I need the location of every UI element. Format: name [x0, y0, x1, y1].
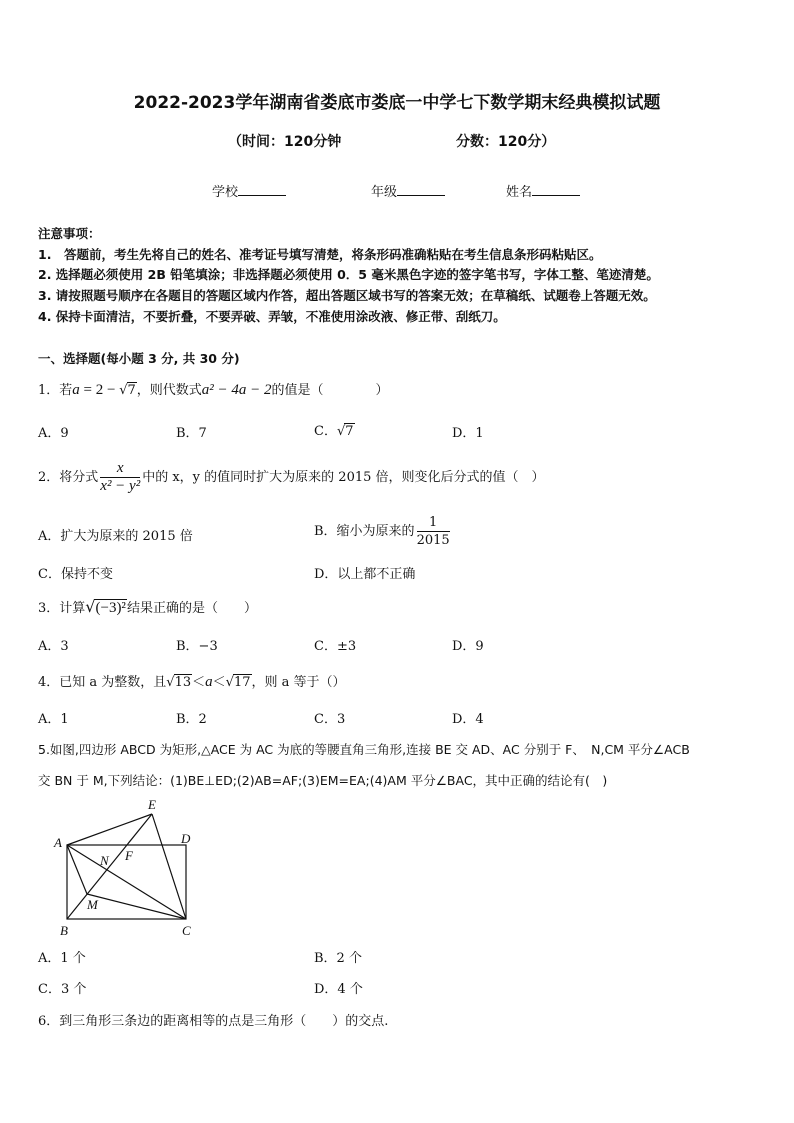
q1-option-c[interactable] [314, 420, 355, 439]
question-3 [38, 597, 257, 617]
q1-eq: = 2 − [79, 382, 120, 398]
sqrt-icon: √ [336, 424, 346, 439]
q1-option-c-radicand: 7 [345, 424, 354, 439]
q2-option-c[interactable]: C．保持不变 [38, 567, 113, 582]
name-field[interactable] [506, 181, 580, 200]
q4-option-d[interactable]: D．4 [452, 712, 484, 727]
label-c: C [182, 923, 191, 938]
q4-suffix: ，则 a 等于（） [251, 675, 346, 690]
q3-option-c[interactable]: C．±3 [314, 639, 357, 654]
q5-option-d[interactable]: D．4 个 [314, 982, 363, 997]
note-item-2: 2. 选择题必须使用 2B 铅笔填涂；非选择题必须使用 0．5 毫米黑色字迹的签字笔书写，字体工整、笔迹清楚。 [38, 267, 659, 282]
q2-suffix: 中的 x，y 的值同时扩大为原来的 2015 倍，则变化后分式的值（ ） [142, 470, 545, 485]
q3-suffix: 结果正确的是（ ） [126, 601, 257, 616]
q2-option-b-numerator: 1 [417, 514, 450, 532]
q4-var-a: a [205, 674, 213, 690]
q4-option-c[interactable]: C．3 [314, 712, 346, 727]
note-item-1: 1. 答题前，考生先将自己的姓名、准考证号填写清楚，将条形码准确粘贴在考生信息条形码粘贴区。 [38, 247, 602, 262]
label-b: B [60, 923, 68, 938]
q5-option-c[interactable]: C．3 个 [38, 982, 87, 997]
note-item-3: 3. 请按照题号顺序在各题目的答题区域内作答，超出答题区域书写的答案无效；在草稿纸、试题卷上答题无效。 [38, 288, 656, 303]
q2-fraction [100, 460, 140, 495]
q4-prefix: 4．已知 a 为整数，且 [38, 675, 167, 690]
q4-option-a[interactable]: A．1 [38, 712, 69, 727]
q3-option-a[interactable]: A．3 [38, 639, 69, 654]
q1-mid: ，则代数式 [136, 383, 202, 398]
segment-ec [152, 814, 186, 919]
q1-expr: a² − 4a − 2 [201, 382, 272, 398]
q1-var-a: a [72, 382, 80, 398]
q3-radicand: (−3)² [95, 600, 126, 616]
q4-lt-2: ＜ [212, 675, 226, 690]
q4-lt-1: ＜ [192, 675, 206, 690]
q3-prefix: 3．计算 [38, 601, 86, 616]
grade-field[interactable] [371, 181, 445, 200]
school-label: 学校 [212, 185, 239, 200]
q4-radicand-1: 13 [174, 675, 192, 690]
q2-option-b[interactable] [314, 514, 452, 549]
geometry-figure [50, 795, 210, 940]
question-6: 6．到三角形三条边的距离相等的点是三角形（ ）的交点. [38, 1014, 389, 1029]
q1-option-b[interactable]: B．7 [176, 426, 207, 441]
label-f: F [125, 848, 133, 863]
q1-option-d[interactable]: D．1 [452, 426, 484, 441]
label-n: N [100, 853, 109, 868]
q4-radicand-2: 17 [233, 675, 251, 690]
page-title: 2022-2023学年湖南省娄底市娄底一中学七下数学期末经典模拟试题 [133, 93, 661, 113]
label-a: A [54, 835, 62, 850]
q3-option-d[interactable]: D．9 [452, 639, 484, 654]
sqrt-icon: √ [225, 675, 234, 690]
question-4 [38, 671, 346, 691]
q1-option-c-label: C． [314, 424, 337, 439]
q2-prefix: 2．将分式 [38, 470, 99, 485]
school-blank[interactable] [238, 183, 286, 196]
sqrt-icon: √ [166, 675, 175, 690]
q1-prefix: 1．若 [38, 383, 73, 398]
q2-option-b-fraction [417, 514, 450, 549]
section-heading: 一、选择题(每小题 3 分, 共 30 分) [38, 351, 240, 366]
q2-option-b-label: B．缩小为原来的 [314, 524, 415, 539]
question-5-line-1: 5.如图,四边形 ABCD 为矩形,△ACE 为 AC 为底的等腰直角三角形,连接 BE 交 AD、AC 分别于 F、 N,CM 平分∠ACB [38, 742, 690, 757]
q2-denominator: x² − y² [100, 478, 141, 494]
q1-suffix: 的值是（ ） [271, 383, 389, 398]
q4-option-b[interactable]: B．2 [176, 712, 207, 727]
q3-option-b[interactable]: B．−3 [176, 639, 218, 654]
label-e: E [148, 797, 156, 812]
segment-am [67, 845, 87, 894]
question-5-line-2: 交 BN 于 M,下列结论：(1)BE⊥ED;(2)AB=AF;(3)EM=EA;(4)AM 平分∠BAC，其中正确的结论有( ) [38, 773, 608, 788]
sqrt-icon: √ [85, 597, 96, 616]
q5-option-a[interactable]: A．1 个 [38, 951, 86, 966]
question-1 [38, 379, 389, 399]
q2-option-a[interactable]: A．扩大为原来的 2015 倍 [38, 529, 193, 544]
q2-numerator: x [100, 460, 140, 478]
name-label: 姓名 [506, 185, 533, 200]
grade-blank[interactable] [397, 183, 445, 196]
score-label: 分数：120分） [456, 134, 556, 150]
sqrt-icon: √ [119, 383, 128, 398]
time-label: （时间：120分钟 [228, 134, 342, 150]
q2-option-b-denominator: 2015 [416, 533, 450, 548]
q1-option-a[interactable]: A．9 [38, 426, 69, 441]
notes-heading: 注意事项： [38, 226, 101, 241]
school-field[interactable] [212, 181, 286, 200]
q5-option-b[interactable]: B．2 个 [314, 951, 362, 966]
question-2 [38, 460, 545, 495]
label-m: M [87, 897, 98, 912]
q2-option-d[interactable]: D．以上都不正确 [314, 567, 416, 582]
grade-label: 年级 [371, 185, 398, 200]
name-blank[interactable] [532, 183, 580, 196]
note-item-4: 4. 保持卡面清洁，不要折叠，不要弄破、弄皱，不准使用涂改液、修正带、刮纸刀。 [38, 309, 506, 324]
label-d: D [181, 831, 191, 846]
segment-cm [87, 894, 186, 919]
q1-radicand: 7 [127, 383, 136, 398]
